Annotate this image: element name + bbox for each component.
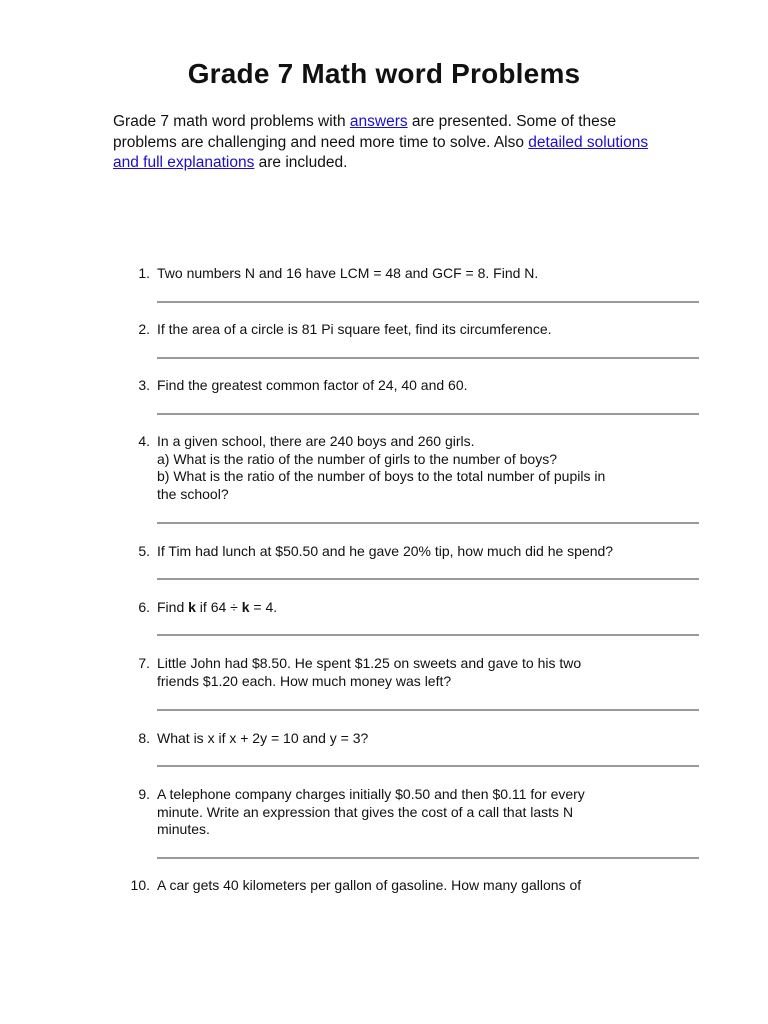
problem-number: 2. bbox=[138, 321, 150, 337]
answer-line[interactable] bbox=[157, 765, 699, 767]
intro-paragraph bbox=[113, 112, 653, 174]
problem-line: b) What is the ratio of the number of boys to the total number of pupils in bbox=[157, 468, 606, 484]
problem-line: If the area of a circle is 81 Pi square feet, find its circumference. bbox=[157, 321, 552, 337]
problem-text-part: if 64 ÷ bbox=[195, 599, 242, 615]
problem-line: Little John had $8.50. He spent $1.25 on sweets and gave to his two bbox=[157, 655, 582, 671]
problem-line bbox=[157, 599, 647, 617]
answer-line[interactable] bbox=[157, 301, 699, 303]
problem-number: 6. bbox=[138, 599, 150, 615]
problem-text bbox=[157, 877, 647, 895]
solutions-link[interactable]: detailed solutions and full explanations bbox=[113, 133, 649, 171]
problem-text bbox=[157, 599, 647, 617]
problem-number: 5. bbox=[138, 543, 150, 559]
problem-line: friends $1.20 each. How much money was left? bbox=[157, 672, 452, 689]
problem-text-part: Find bbox=[157, 599, 189, 615]
variable-k: k bbox=[241, 599, 250, 615]
answer-line[interactable] bbox=[157, 522, 699, 524]
problem-text bbox=[157, 321, 647, 339]
answer-line[interactable] bbox=[157, 578, 699, 580]
problem-line: the school? bbox=[157, 485, 229, 502]
answer-line[interactable] bbox=[157, 357, 699, 359]
problem-line: a) What is the ratio of the number of girls to the number of boys? bbox=[157, 450, 557, 467]
answer-line[interactable] bbox=[157, 709, 699, 711]
problem-number: 3. bbox=[138, 377, 150, 393]
problem-line: What is x if x + 2y = 10 and y = 3? bbox=[157, 730, 369, 746]
problem-text bbox=[157, 655, 647, 690]
intro-text-1: Grade 7 math word problems with bbox=[113, 113, 350, 130]
problem-line: Two numbers N and 16 have LCM = 48 and GCF = 8. Find N. bbox=[157, 265, 539, 281]
problem-text bbox=[157, 786, 647, 839]
problem-line: A telephone company charges initially $0.50 and then $0.11 for every bbox=[157, 786, 585, 802]
problem-line: A car gets 40 kilometers per gallon of gasoline. How many gallons of bbox=[157, 877, 582, 893]
answers-link[interactable]: answers bbox=[349, 113, 408, 130]
intro-text-2: are presented. Some of these problems are challenging and need more time to solve. Also bbox=[113, 113, 617, 151]
variable-k: k bbox=[188, 599, 196, 615]
problem-text bbox=[157, 377, 647, 395]
problem-text bbox=[157, 543, 647, 561]
problem-line: Find the greatest common factor of 24, 40 and 60. bbox=[157, 377, 468, 393]
problem-number: 7. bbox=[138, 655, 150, 671]
problem-line: minute. Write an expression that gives the cost of a call that lasts N bbox=[157, 803, 574, 820]
answer-line[interactable] bbox=[157, 413, 699, 415]
page-title: Grade 7 Math word Problems bbox=[187, 58, 581, 89]
problem-number: 10. bbox=[130, 877, 150, 893]
problem-text bbox=[157, 730, 647, 748]
problem-number: 4. bbox=[138, 433, 150, 449]
problem-number: 1. bbox=[138, 265, 150, 281]
problem-text bbox=[157, 265, 647, 283]
problem-line: In a given school, there are 240 boys and 260 girls. bbox=[157, 433, 475, 449]
problem-line: If Tim had lunch at $50.50 and he gave 20% tip, how much did he spend? bbox=[157, 543, 614, 559]
problem-text bbox=[157, 433, 647, 503]
problem-line: minutes. bbox=[157, 821, 210, 837]
problem-number: 9. bbox=[138, 786, 150, 802]
problem-number: 8. bbox=[138, 730, 150, 746]
answer-line[interactable] bbox=[157, 857, 699, 859]
answer-line[interactable] bbox=[157, 634, 699, 636]
intro-text-3: are included. bbox=[254, 154, 348, 171]
problem-text-part: = 4. bbox=[249, 599, 278, 615]
